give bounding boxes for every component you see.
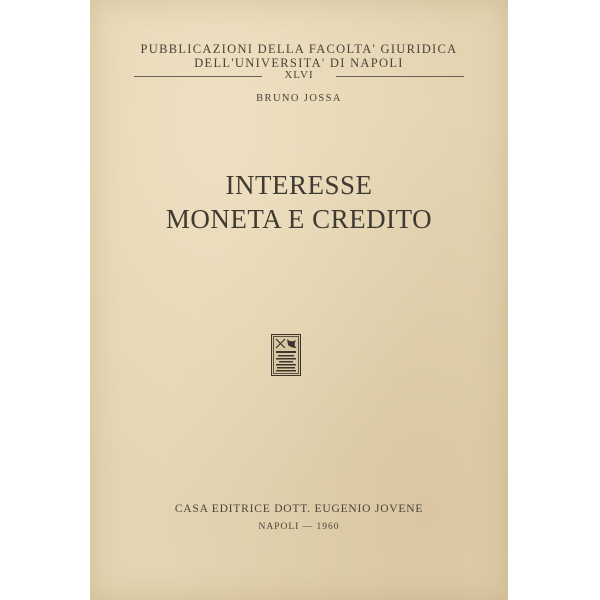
author-name: BRUNO JOSSA bbox=[256, 93, 342, 104]
place-and-year: NAPOLI — 1960 bbox=[258, 522, 340, 532]
publisher-name: CASA EDITRICE DOTT. EUGENIO JOVENE bbox=[174, 503, 424, 515]
title-line-2: MONETA E CREDITO bbox=[165, 204, 433, 234]
series-line-1: PUBBLICAZIONI DELLA FACOLTA' GIURIDICA bbox=[140, 42, 458, 56]
volume-row bbox=[134, 69, 464, 85]
publisher-emblem-icon bbox=[271, 334, 301, 376]
right-rule bbox=[336, 76, 464, 77]
title-line-1: INTERESSE bbox=[225, 170, 373, 200]
volume-number: XLVI bbox=[284, 69, 314, 81]
series-line-2: DELL'UNIVERSITA' DI NAPOLI bbox=[194, 56, 404, 70]
book-cover bbox=[90, 0, 508, 600]
